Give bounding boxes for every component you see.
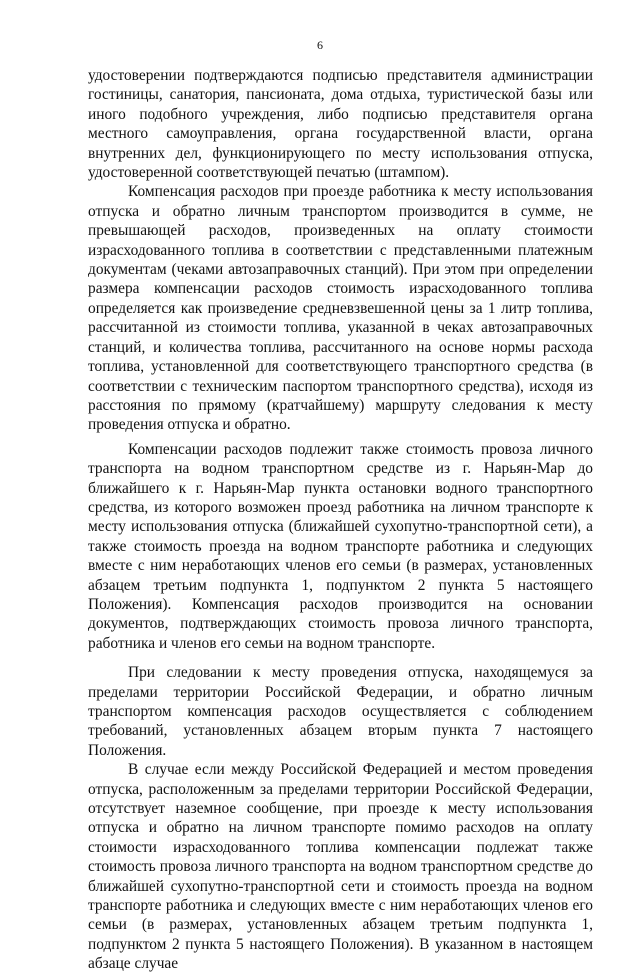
paragraph-abroad-travel: При следовании к месту проведения отпуска, находящемуся за пределами территории Российской Федерации, и обратно личным транспортом компенсация расходов осуществляется с соблюдением требований, установленных абзацем вторым пункта 7 настоящего Положения. (88, 664, 593, 759)
paragraph-no-ground-connection: В случае если между Российской Федерацией и местом проведения отпуска, расположенным за пределами территории Российской Федерации, отсутствует наземное сообщение, при проезде к месту использования отпуска и обратно на личном транспорте помимо расходов на оплату стоимости израсходованного топлива компенсации подлежат также стоимость провоза личного транспорта на водном транспортном средстве до ближайшей сухопутно-транспортной сети и стоимость проезда на водном транспорте работника и следующих вместе с ним неработающих членов его семьи (в размерах, установленных абзацем третьим подпункта 1, подпунктом 2 пункта 5 настоящего Положения). В указанном в настоящем абзаце случае (88, 761, 593, 973)
paragraph-water-transport: Компенсации расходов подлежит также стоимость провоза личного транспорта на водном транспортном средстве из г. Нарьян-Мар до ближайшего к г. Нарьян-Мар пункта остановки водного транспортного средства, из которого возможен проезд работника на личном транспорте к месту использования отпуска (ближайшей сухопутно-транспортной сети), а также стоимость проезда на водном транспорте работника и следующих вместе с ним неработающих членов его семьи (в размерах, установленных абзацем третьим подпункта 1, подпунктом 2 пункта 5 настоящего Положения). Компенсация расходов производится на основании документов, подтверждающих стоимость провоза личного транспорта, работника и членов его семьи на водном транспорте. (88, 440, 593, 652)
page-number: 6 (317, 38, 323, 52)
paragraph-continuation: удостоверении подтверждаются подписью представителя администрации гостиницы, санатория, пансионата, дома отдыха, туристической базы или иного подобного учреждения, либо подписью представителя органа местного самоуправления, органа государственной власти, органа внутренних дел, функционирующего по месту использования отпуска, удостоверенной соответствующей печатью (штампом). (88, 67, 593, 182)
paragraph-fuel-compensation: Компенсация расходов при проезде работника к месту использования отпуска и обратно личным транспортом производится в сумме, не превышающей расходов, произведенных на оплату стоимости израсходованного топлива в соответствии с представленными платежным документам (чеками автозаправочных станций). При этом при определении размера компенсации расходов стоимость израсходованного топлива определяется как произведение средневзвешенной цены за 1 литр топлива, рассчитанной из стоимости топлива, указанной в чеках автозаправочных станций, и количества топлива, рассчитанного на основе нормы расхода топлива, установленной для соответствующего транспортного средства (в соответствии с техническим паспортом транспортного средства), исходя из расстояния по прямому (кратчайшему) маршруту следования к месту проведения отпуска и обратно. (88, 183, 593, 434)
document-body (88, 66, 593, 974)
